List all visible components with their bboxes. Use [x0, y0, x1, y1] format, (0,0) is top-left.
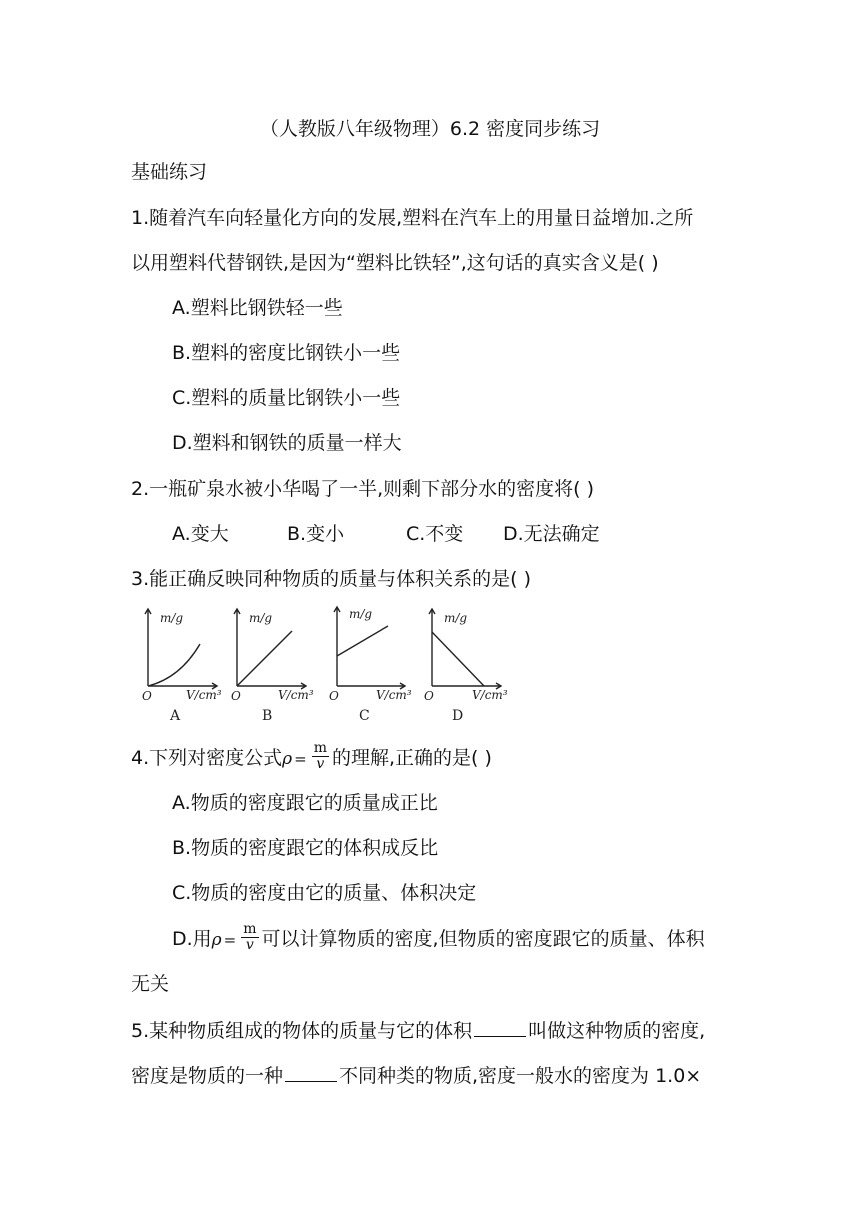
question-4-option-d — [172, 921, 705, 955]
question-5-line-2 — [131, 1063, 701, 1089]
fraction-numerator: m — [313, 740, 327, 756]
fraction-numerator: m — [243, 921, 257, 937]
question-5-line-2-end: 不同种类的物质,密度一般水的密度为 1.0× — [339, 1065, 702, 1087]
rho-symbol: ρ — [211, 930, 222, 950]
rho-symbol: ρ — [282, 749, 293, 769]
question-5-line-1 — [131, 1018, 705, 1044]
graph-b-x-label: V/cm³ — [278, 688, 314, 702]
question-5-line-1-start: 5.某种物质组成的物体的质量与它的体积 — [131, 1020, 473, 1042]
graph-d-tag: D — [452, 708, 464, 724]
question-2-option-a: A.变大 — [172, 523, 229, 545]
question-4-stem-end: 的理解,正确的是( ) — [332, 747, 492, 769]
question-4-option-d-end: 可以计算物质的密度,但物质的密度跟它的质量、体积 — [261, 928, 705, 950]
question-1-option-d: D.塑料和钢铁的质量一样大 — [172, 432, 402, 454]
graph-c-x-label: V/cm³ — [376, 688, 412, 702]
answer-blank — [285, 1063, 337, 1082]
section-heading: 基础练习 — [131, 161, 208, 183]
graph-d-x-label: V/cm³ — [472, 688, 508, 702]
question-2-option-d: D.无法确定 — [503, 523, 600, 545]
question-3-stem: 3.能正确反映同种物质的质量与体积关系的是( ) — [131, 568, 531, 590]
fraction-denominator: v — [316, 756, 325, 772]
graph-b-y-label: m/g — [249, 611, 273, 625]
question-2-stem: 2.一瓶矿泉水被小华喝了一半,则剩下部分水的密度将( ) — [131, 478, 595, 500]
question-1-option-c: C.塑料的质量比钢铁小一些 — [172, 387, 401, 409]
answer-blank — [474, 1018, 526, 1037]
graph-a-origin: O — [142, 689, 152, 703]
graph-b-tag: B — [262, 708, 273, 724]
graph-b-origin: O — [231, 689, 241, 703]
question-4-option-c: C.物质的密度由它的质量、体积决定 — [172, 882, 477, 904]
density-fraction — [312, 741, 329, 772]
question-4-stem-start: 4.下列对密度公式 — [131, 747, 283, 769]
graph-a-tag: A — [170, 708, 181, 724]
equals-sign: = — [223, 931, 237, 949]
graph-a-y-label: m/g — [160, 611, 184, 625]
document-title: （人教版八年级物理）6.2 密度同步练习 — [259, 118, 601, 140]
graph-c-y-label: m/g — [349, 607, 373, 621]
density-fraction — [241, 922, 258, 953]
mass-volume-graphs — [130, 604, 510, 726]
graph-a-x-label: V/cm³ — [186, 688, 222, 702]
graph-c-tag: C — [359, 708, 370, 724]
equals-sign: = — [294, 750, 307, 768]
graph-c-origin: O — [329, 689, 339, 703]
question-4-option-d-start: D.用 — [172, 928, 212, 950]
question-5-line-1-end: 叫做这种物质的密度, — [528, 1020, 706, 1042]
fraction-denominator: v — [245, 937, 254, 953]
question-2-option-b: B.变小 — [287, 523, 345, 545]
question-1-option-a: A.塑料比钢铁轻一些 — [172, 297, 343, 319]
question-1-option-b: B.塑料的密度比钢铁小一些 — [172, 342, 401, 364]
question-4-option-d-continuation: 无关 — [131, 973, 170, 995]
graph-d-origin: O — [424, 689, 434, 703]
question-5-line-2-start: 密度是物质的一种 — [131, 1065, 284, 1087]
question-4-stem — [131, 740, 492, 774]
question-1-line-1: 1.随着汽车向轻量化方向的发展,塑料在汽车上的用量日益增加.之所 — [131, 207, 694, 229]
graph-d-y-label: m/g — [444, 611, 468, 625]
question-2-option-c: C.不变 — [406, 523, 464, 545]
question-4-option-b: B.物质的密度跟它的体积成反比 — [172, 837, 439, 859]
question-4-option-a: A.物质的密度跟它的质量成正比 — [172, 792, 438, 814]
question-1-line-2: 以用塑料代替钢铁,是因为“塑料比铁轻”,这句话的真实含义是( ) — [131, 252, 659, 274]
